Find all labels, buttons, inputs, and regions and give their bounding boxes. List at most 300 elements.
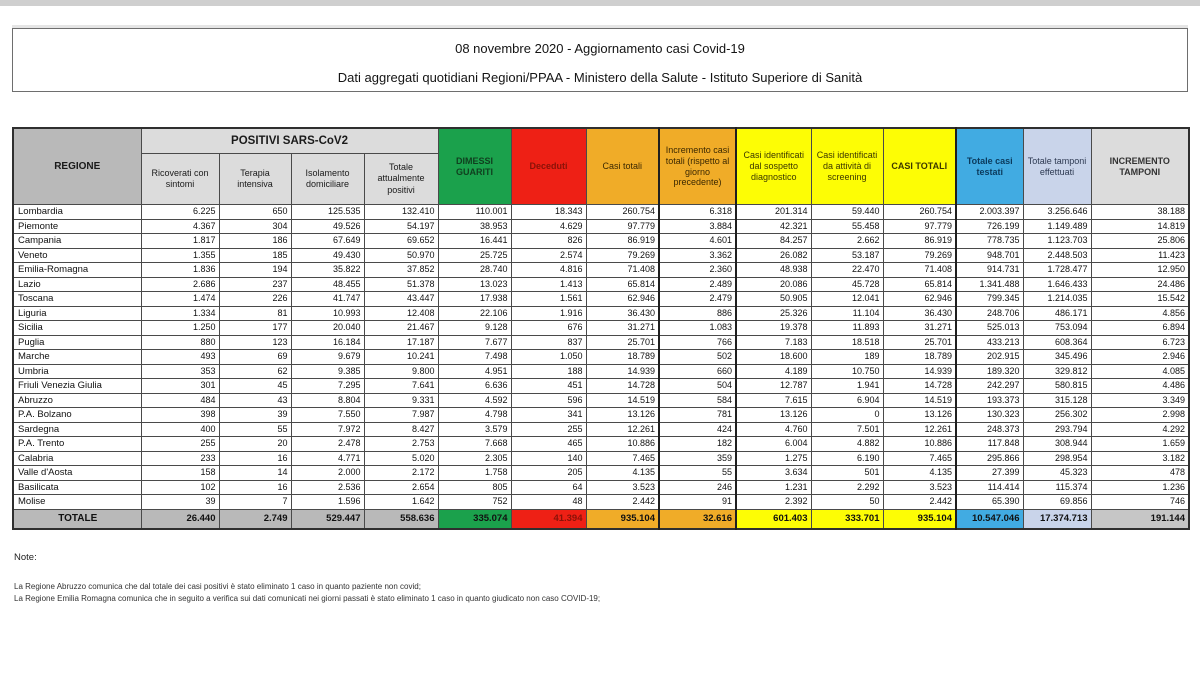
value-cell: 486.171	[1023, 306, 1091, 321]
value-cell: 1.642	[364, 495, 438, 510]
value-cell: 67.649	[291, 234, 364, 249]
value-cell: 2.654	[364, 480, 438, 495]
value-cell: 4.135	[883, 466, 956, 481]
value-cell: 10.750	[811, 364, 883, 379]
value-cell: 1.916	[511, 306, 586, 321]
value-cell: 4.798	[438, 408, 511, 423]
column-header-deceduti: Deceduti	[511, 128, 586, 205]
value-cell: 50.970	[364, 248, 438, 263]
value-cell: 12.950	[1091, 263, 1189, 278]
value-cell: 9.385	[291, 364, 364, 379]
value-cell: 1.646.433	[1023, 277, 1091, 292]
column-header-casi-totali-caps: CASI TOTALI	[883, 128, 956, 205]
value-cell: 11.893	[811, 321, 883, 336]
value-cell: 36.430	[883, 306, 956, 321]
value-cell: 1.941	[811, 379, 883, 394]
value-cell: 329.812	[1023, 364, 1091, 379]
value-cell: 3.884	[659, 219, 736, 234]
value-cell: 79.269	[883, 248, 956, 263]
value-cell: 6.894	[1091, 321, 1189, 336]
value-cell: 948.701	[956, 248, 1023, 263]
value-cell: 4.486	[1091, 379, 1189, 394]
value-cell: 493	[141, 350, 219, 365]
value-cell: 4.135	[586, 466, 659, 481]
value-cell: 6.636	[438, 379, 511, 394]
region-cell: P.A. Bolzano	[13, 408, 141, 423]
value-cell: 97.779	[586, 219, 659, 234]
value-cell: 293.794	[1023, 422, 1091, 437]
value-cell: 14.519	[586, 393, 659, 408]
note-line: La Regione Abruzzo comunica che dal totale dei casi positivi è stato eliminato 1 caso in quanto paziente non covid;	[14, 582, 421, 591]
value-cell: 16.184	[291, 335, 364, 350]
value-cell: 1.275	[736, 451, 811, 466]
value-cell: 16	[219, 480, 291, 495]
value-cell: 237	[219, 277, 291, 292]
value-cell: 59.440	[811, 205, 883, 220]
table-body	[13, 205, 1189, 529]
value-cell: 2.574	[511, 248, 586, 263]
value-cell: 753.094	[1023, 321, 1091, 336]
column-header-attivita-screening: Casi identificati da attività di screening	[811, 128, 883, 205]
covid-data-table	[12, 127, 1190, 530]
value-cell: 31.271	[586, 321, 659, 336]
value-cell: 226	[219, 292, 291, 307]
value-cell: 69.652	[364, 234, 438, 249]
value-cell: 8.427	[364, 422, 438, 437]
value-cell: 315.128	[1023, 393, 1091, 408]
value-cell: 451	[511, 379, 586, 394]
value-cell: 584	[659, 393, 736, 408]
value-cell: 14.519	[883, 393, 956, 408]
value-cell: 1.083	[659, 321, 736, 336]
total-value-cell: 26.440	[141, 509, 219, 529]
value-cell: 608.364	[1023, 335, 1091, 350]
value-cell: 13.126	[736, 408, 811, 423]
value-cell: 504	[659, 379, 736, 394]
value-cell: 10.886	[883, 437, 956, 452]
table-row	[13, 234, 1189, 249]
value-cell: 11.104	[811, 306, 883, 321]
value-cell: 3.349	[1091, 393, 1189, 408]
table-row	[13, 480, 1189, 495]
value-cell: 6.190	[811, 451, 883, 466]
value-cell: 20	[219, 437, 291, 452]
value-cell: 260.754	[883, 205, 956, 220]
value-cell: 676	[511, 321, 586, 336]
table-row	[13, 495, 1189, 510]
value-cell: 12.261	[883, 422, 956, 437]
value-cell: 255	[511, 422, 586, 437]
value-cell: 7	[219, 495, 291, 510]
value-cell: 69	[219, 350, 291, 365]
region-cell: Lazio	[13, 277, 141, 292]
table-row	[13, 321, 1189, 336]
table-row	[13, 306, 1189, 321]
value-cell: 298.954	[1023, 451, 1091, 466]
value-cell: 12.408	[364, 306, 438, 321]
value-cell: 31.271	[883, 321, 956, 336]
value-cell: 7.641	[364, 379, 438, 394]
value-cell: 132.410	[364, 205, 438, 220]
value-cell: 45.728	[811, 277, 883, 292]
value-cell: 914.731	[956, 263, 1023, 278]
value-cell: 7.972	[291, 422, 364, 437]
report-title-line2: Dati aggregati quotidiani Regioni/PPAA - Ministero della Salute - Istituto Superiore di Sanità	[337, 70, 863, 85]
value-cell: 81	[219, 306, 291, 321]
value-cell: 242.297	[956, 379, 1023, 394]
total-value-cell: 935.104	[883, 509, 956, 529]
value-cell: 3.362	[659, 248, 736, 263]
region-cell: Campania	[13, 234, 141, 249]
value-cell: 2.946	[1091, 350, 1189, 365]
value-cell: 71.408	[883, 263, 956, 278]
value-cell: 14.819	[1091, 219, 1189, 234]
value-cell: 2.442	[586, 495, 659, 510]
value-cell: 14.939	[586, 364, 659, 379]
value-cell: 91	[659, 495, 736, 510]
value-cell: 1.355	[141, 248, 219, 263]
total-value-cell: 17.374.713	[1023, 509, 1091, 529]
value-cell: 746	[1091, 495, 1189, 510]
column-header-terapia-intensiva: Terapia intensiva	[219, 154, 291, 205]
value-cell: 37.852	[364, 263, 438, 278]
column-header-totale-tamponi: Totale tamponi effettuati	[1023, 128, 1091, 205]
value-cell: 256.302	[1023, 408, 1091, 423]
column-header-incremento-tamponi: INCREMENTO TAMPONI	[1091, 128, 1189, 205]
region-cell: Molise	[13, 495, 141, 510]
value-cell: 28.740	[438, 263, 511, 278]
value-cell: 4.085	[1091, 364, 1189, 379]
value-cell: 22.470	[811, 263, 883, 278]
value-cell: 9.800	[364, 364, 438, 379]
value-cell: 6.225	[141, 205, 219, 220]
value-cell: 19.378	[736, 321, 811, 336]
value-cell: 12.041	[811, 292, 883, 307]
region-cell: Liguria	[13, 306, 141, 321]
value-cell: 62.946	[586, 292, 659, 307]
value-cell: 660	[659, 364, 736, 379]
value-cell: 17.938	[438, 292, 511, 307]
value-cell: 7.668	[438, 437, 511, 452]
value-cell: 49.430	[291, 248, 364, 263]
value-cell: 433.213	[956, 335, 1023, 350]
value-cell: 484	[141, 393, 219, 408]
value-cell: 14	[219, 466, 291, 481]
value-cell: 1.596	[291, 495, 364, 510]
value-cell: 1.050	[511, 350, 586, 365]
value-cell: 1.817	[141, 234, 219, 249]
value-cell: 27.399	[956, 466, 1023, 481]
region-cell: Lombardia	[13, 205, 141, 220]
total-value-cell: 529.447	[291, 509, 364, 529]
column-header-totale-casi-testati: Totale casi testati	[956, 128, 1023, 205]
value-cell: 4.771	[291, 451, 364, 466]
value-cell: 65.814	[586, 277, 659, 292]
value-cell: 53.187	[811, 248, 883, 263]
value-cell: 115.374	[1023, 480, 1091, 495]
value-cell: 43	[219, 393, 291, 408]
region-cell: Friuli Venezia Giulia	[13, 379, 141, 394]
value-cell: 1.728.477	[1023, 263, 1091, 278]
value-cell: 123	[219, 335, 291, 350]
region-cell: Veneto	[13, 248, 141, 263]
table-row	[13, 335, 1189, 350]
value-cell: 193.373	[956, 393, 1023, 408]
table-row	[13, 379, 1189, 394]
value-cell: 55	[219, 422, 291, 437]
notes-heading: Note:	[14, 552, 37, 563]
value-cell: 304	[219, 219, 291, 234]
value-cell: 185	[219, 248, 291, 263]
value-cell: 114.414	[956, 480, 1023, 495]
report-title-box	[12, 28, 1188, 92]
value-cell: 65.814	[883, 277, 956, 292]
value-cell: 2.536	[291, 480, 364, 495]
value-cell: 13.126	[883, 408, 956, 423]
value-cell: 130.323	[956, 408, 1023, 423]
value-cell: 1.561	[511, 292, 586, 307]
value-cell: 4.292	[1091, 422, 1189, 437]
value-cell: 9.679	[291, 350, 364, 365]
note-line: La Regione Emilia Romagna comunica che in seguito a verifica sui dati comunicati nei giorni passati è stato eliminato 1 caso in quanto giudicato non caso COVID-19;	[14, 594, 601, 604]
value-cell: 20.086	[736, 277, 811, 292]
value-cell: 205	[511, 466, 586, 481]
value-cell: 501	[811, 466, 883, 481]
value-cell: 7.615	[736, 393, 811, 408]
value-cell: 10.886	[586, 437, 659, 452]
value-cell: 45	[219, 379, 291, 394]
value-cell: 295.866	[956, 451, 1023, 466]
region-cell: P.A. Trento	[13, 437, 141, 452]
total-value-cell: 2.749	[219, 509, 291, 529]
value-cell: 5.020	[364, 451, 438, 466]
value-cell: 20.040	[291, 321, 364, 336]
value-cell: 194	[219, 263, 291, 278]
table-header	[13, 128, 1189, 205]
value-cell: 233	[141, 451, 219, 466]
value-cell: 140	[511, 451, 586, 466]
value-cell: 3.256.646	[1023, 205, 1091, 220]
value-cell: 10.241	[364, 350, 438, 365]
value-cell: 424	[659, 422, 736, 437]
table-row	[13, 292, 1189, 307]
value-cell: 2.753	[364, 437, 438, 452]
value-cell: 1.231	[736, 480, 811, 495]
value-cell: 201.314	[736, 205, 811, 220]
value-cell: 778.735	[956, 234, 1023, 249]
value-cell: 14.728	[586, 379, 659, 394]
table-row	[13, 437, 1189, 452]
table-row	[13, 277, 1189, 292]
total-value-cell: 333.701	[811, 509, 883, 529]
value-cell: 2.003.397	[956, 205, 1023, 220]
value-cell: 766	[659, 335, 736, 350]
value-cell: 837	[511, 335, 586, 350]
value-cell: 2.479	[659, 292, 736, 307]
notes-section	[14, 552, 1114, 606]
value-cell: 2.489	[659, 277, 736, 292]
value-cell: 22.106	[438, 306, 511, 321]
value-cell: 13.126	[586, 408, 659, 423]
total-label-cell: TOTALE	[13, 509, 141, 529]
region-cell: Sardegna	[13, 422, 141, 437]
value-cell: 18.343	[511, 205, 586, 220]
value-cell: 69.856	[1023, 495, 1091, 510]
value-cell: 260.754	[586, 205, 659, 220]
value-cell: 48	[511, 495, 586, 510]
value-cell: 7.987	[364, 408, 438, 423]
table-row	[13, 248, 1189, 263]
table-row	[13, 408, 1189, 423]
value-cell: 7.501	[811, 422, 883, 437]
value-cell: 49.526	[291, 219, 364, 234]
region-cell: Umbria	[13, 364, 141, 379]
screen-top-strip	[0, 0, 1200, 6]
value-cell: 6.318	[659, 205, 736, 220]
total-value-cell: 335.074	[438, 509, 511, 529]
value-cell: 25.725	[438, 248, 511, 263]
value-cell: 525.013	[956, 321, 1023, 336]
value-cell: 7.550	[291, 408, 364, 423]
value-cell: 117.848	[956, 437, 1023, 452]
value-cell: 2.442	[883, 495, 956, 510]
column-header-dimessi-guariti: DIMESSI GUARITI	[438, 128, 511, 205]
region-cell: Emilia-Romagna	[13, 263, 141, 278]
value-cell: 9.331	[364, 393, 438, 408]
region-cell: Puglia	[13, 335, 141, 350]
value-cell: 6.004	[736, 437, 811, 452]
value-cell: 345.496	[1023, 350, 1091, 365]
region-cell: Toscana	[13, 292, 141, 307]
value-cell: 7.295	[291, 379, 364, 394]
value-cell: 79.269	[586, 248, 659, 263]
value-cell: 255	[141, 437, 219, 452]
value-cell: 4.189	[736, 364, 811, 379]
value-cell: 726.199	[956, 219, 1023, 234]
report-title-line1: 08 novembre 2020 - Aggiornamento casi Covid-19	[455, 41, 745, 56]
value-cell: 9.128	[438, 321, 511, 336]
value-cell: 7.465	[586, 451, 659, 466]
value-cell: 62.946	[883, 292, 956, 307]
value-cell: 1.250	[141, 321, 219, 336]
column-header-casi-totali: Casi totali	[586, 128, 659, 205]
value-cell: 36.430	[586, 306, 659, 321]
value-cell: 14.728	[883, 379, 956, 394]
value-cell: 26.082	[736, 248, 811, 263]
value-cell: 398	[141, 408, 219, 423]
value-cell: 4.856	[1091, 306, 1189, 321]
value-cell: 62	[219, 364, 291, 379]
value-cell: 202.915	[956, 350, 1023, 365]
value-cell: 650	[219, 205, 291, 220]
total-value-cell: 10.547.046	[956, 509, 1023, 529]
region-cell: Marche	[13, 350, 141, 365]
value-cell: 8.804	[291, 393, 364, 408]
value-cell: 2.000	[291, 466, 364, 481]
value-cell: 3.523	[586, 480, 659, 495]
value-cell: 1.413	[511, 277, 586, 292]
value-cell: 7.183	[736, 335, 811, 350]
value-cell: 51.378	[364, 277, 438, 292]
total-value-cell: 601.403	[736, 509, 811, 529]
total-value-cell: 935.104	[586, 509, 659, 529]
value-cell: 6.723	[1091, 335, 1189, 350]
value-cell: 1.836	[141, 263, 219, 278]
table-row	[13, 350, 1189, 365]
value-cell: 502	[659, 350, 736, 365]
value-cell: 48.938	[736, 263, 811, 278]
total-value-cell: 41.394	[511, 509, 586, 529]
value-cell: 55.458	[811, 219, 883, 234]
column-header-ricoverati: Ricoverati con sintomi	[141, 154, 219, 205]
value-cell: 7.465	[883, 451, 956, 466]
value-cell: 24.486	[1091, 277, 1189, 292]
value-cell: 125.535	[291, 205, 364, 220]
value-cell: 1.659	[1091, 437, 1189, 452]
value-cell: 186	[219, 234, 291, 249]
table-row	[13, 364, 1189, 379]
value-cell: 580.815	[1023, 379, 1091, 394]
value-cell: 54.197	[364, 219, 438, 234]
value-cell: 17.187	[364, 335, 438, 350]
value-cell: 1.334	[141, 306, 219, 321]
value-cell: 16.441	[438, 234, 511, 249]
value-cell: 189	[811, 350, 883, 365]
value-cell: 1.236	[1091, 480, 1189, 495]
value-cell: 11.423	[1091, 248, 1189, 263]
value-cell: 4.629	[511, 219, 586, 234]
value-cell: 86.919	[586, 234, 659, 249]
value-cell: 13.023	[438, 277, 511, 292]
value-cell: 465	[511, 437, 586, 452]
region-cell: Calabria	[13, 451, 141, 466]
region-cell: Piemonte	[13, 219, 141, 234]
value-cell: 4.367	[141, 219, 219, 234]
value-cell: 86.919	[883, 234, 956, 249]
value-cell: 4.951	[438, 364, 511, 379]
value-cell: 158	[141, 466, 219, 481]
value-cell: 248.706	[956, 306, 1023, 321]
value-cell: 48.455	[291, 277, 364, 292]
total-row	[13, 509, 1189, 529]
value-cell: 2.172	[364, 466, 438, 481]
value-cell: 102	[141, 480, 219, 495]
value-cell: 50	[811, 495, 883, 510]
value-cell: 4.882	[811, 437, 883, 452]
value-cell: 0	[811, 408, 883, 423]
region-cell: Abruzzo	[13, 393, 141, 408]
value-cell: 6.904	[811, 393, 883, 408]
value-cell: 478	[1091, 466, 1189, 481]
value-cell: 1.123.703	[1023, 234, 1091, 249]
value-cell: 110.001	[438, 205, 511, 220]
value-cell: 177	[219, 321, 291, 336]
value-cell: 4.601	[659, 234, 736, 249]
value-cell: 341	[511, 408, 586, 423]
value-cell: 4.816	[511, 263, 586, 278]
value-cell: 18.518	[811, 335, 883, 350]
total-value-cell: 32.616	[659, 509, 736, 529]
value-cell: 18.789	[586, 350, 659, 365]
value-cell: 25.806	[1091, 234, 1189, 249]
value-cell: 18.789	[883, 350, 956, 365]
value-cell: 7.677	[438, 335, 511, 350]
column-group-positivi: POSITIVI SARS-CoV2	[141, 128, 438, 154]
value-cell: 400	[141, 422, 219, 437]
column-header-attualmente-positivi: Totale attualmente positivi	[364, 154, 438, 205]
value-cell: 16	[219, 451, 291, 466]
value-cell: 2.686	[141, 277, 219, 292]
